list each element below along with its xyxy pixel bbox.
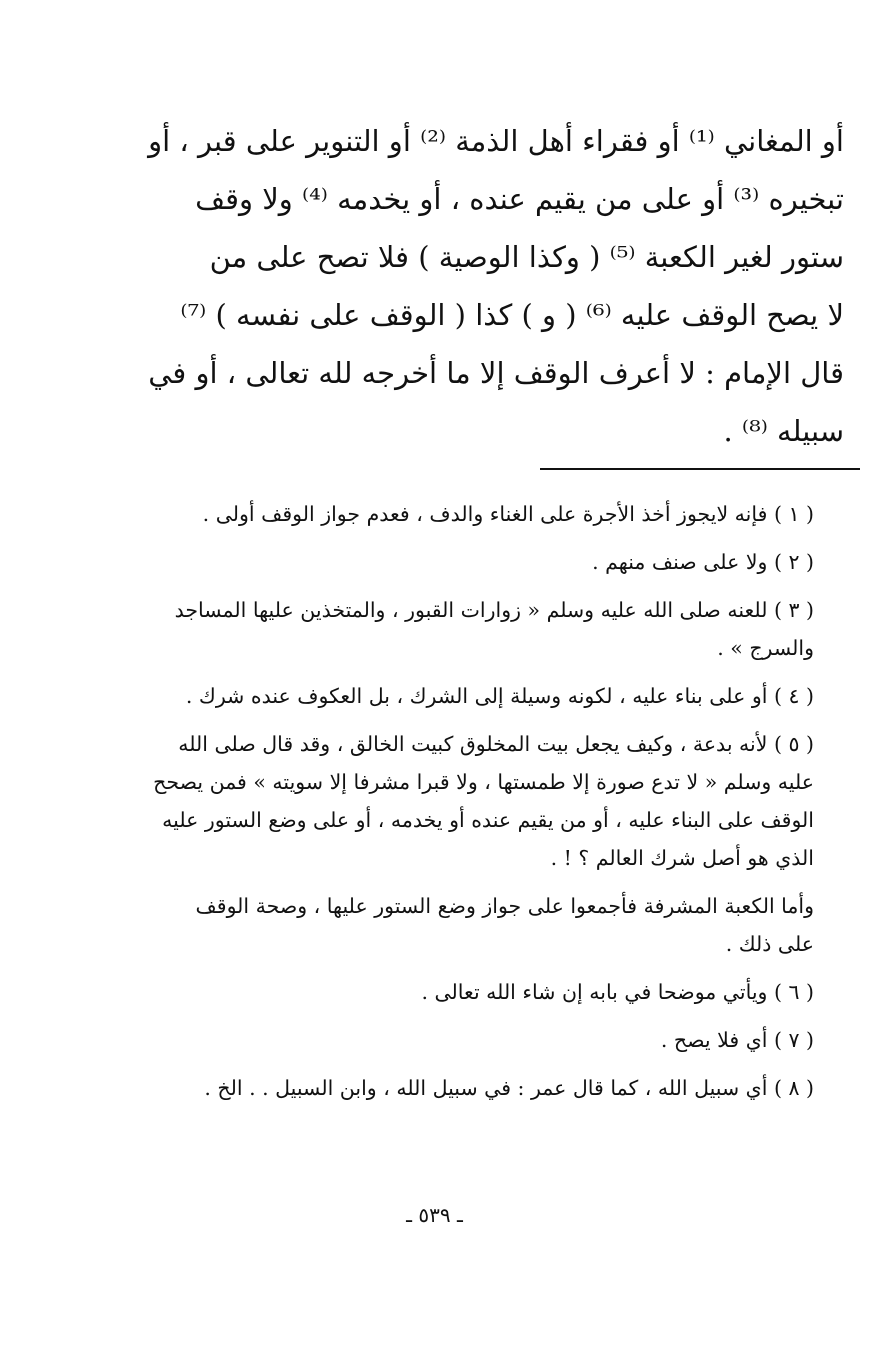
footnote-5-continuation: [118, 887, 848, 963]
main-text-line: قال الإمام : لا أعرف الوقف إلا ما أخرجه لله تعالى ، أو في: [148, 356, 844, 390]
footnote-line: ( ٧ ) أي فلا يصح .: [660, 1028, 814, 1052]
footnote-3: [118, 591, 848, 667]
footnote-8: [118, 1069, 848, 1107]
footnote-line: الذي هو أصل شرك العالم ؟ ! .: [550, 846, 814, 870]
footnote-7: [118, 1021, 848, 1059]
footnote-line: ( ٢ ) ولا على صنف منهم .: [592, 550, 814, 574]
footnote-line: ( ٣ ) للعنه صلى الله عليه وسلم « زوارات القبور ، والمتخذين عليها المساجد: [174, 598, 814, 622]
main-text-line: سبيله ⁽⁸⁾ .: [723, 414, 844, 448]
footnote-6: [118, 973, 848, 1011]
main-text-line: ستور لغير الكعبة ⁽⁵⁾ ( وكذا الوصية ) فلا تصح على من: [209, 240, 844, 274]
footnote-line: عليه وسلم « لا تدع صورة إلا طمستها ، ولا قبرا مشرفا إلا سويته » فمن يصحح: [153, 770, 814, 794]
footnote-line: على ذلك .: [725, 932, 814, 956]
footnotes: [118, 495, 848, 1117]
footnote-line: والسرج » .: [717, 636, 814, 660]
main-text-line: لا يصح الوقف عليه ⁽⁶⁾ ( و ) كذا ( الوقف على نفسه ) ⁽⁷⁾: [180, 298, 844, 332]
main-text-line: أو المغاني ⁽¹⁾ أو فقراء أهل الذمة ⁽²⁾ أو التنوير على قبر ، أو: [148, 124, 844, 158]
footnote-line: ( ٦ ) ويأتي موضحا في بابه إن شاء الله تعالى .: [421, 980, 814, 1004]
footnote-line: ( ٤ ) أو على بناء عليه ، لكونه وسيلة إلى الشرك ، بل العكوف عنده شرك .: [185, 684, 814, 708]
main-text: [120, 112, 844, 460]
page-number: ـ ٥٣٩ ـ: [406, 1203, 463, 1227]
footnote-line: ( ٨ ) أي سبيل الله ، كما قال عمر : في سبيل الله ، وابن السبيل . . الخ .: [204, 1076, 814, 1100]
main-text-line: تبخيره ⁽³⁾ أو على من يقيم عنده ، أو يخدمه ⁽⁴⁾ ولا وقف: [195, 182, 844, 216]
footnote-separator: [540, 468, 860, 470]
footnote-line: وأما الكعبة المشرفة فأجمعوا على جواز وضع الستور عليها ، وصحة الوقف: [195, 894, 814, 918]
footnote-5: [118, 725, 848, 877]
footnote-4: [118, 677, 848, 715]
footnote-1: [118, 495, 848, 533]
footnote-2: [118, 543, 848, 581]
footnote-line: ( ١ ) فإنه لايجوز أخذ الأجرة على الغناء والدف ، فعدم جواز الوقف أولى .: [202, 502, 814, 526]
footnote-line: الوقف على البناء عليه ، أو من يقيم عنده أو يخدمه ، أو على وضع الستور عليه: [162, 808, 814, 832]
footnote-line: ( ٥ ) لأنه بدعة ، وكيف يجعل بيت المخلوق كبيت الخالق ، وقد قال صلى الله: [178, 732, 814, 756]
